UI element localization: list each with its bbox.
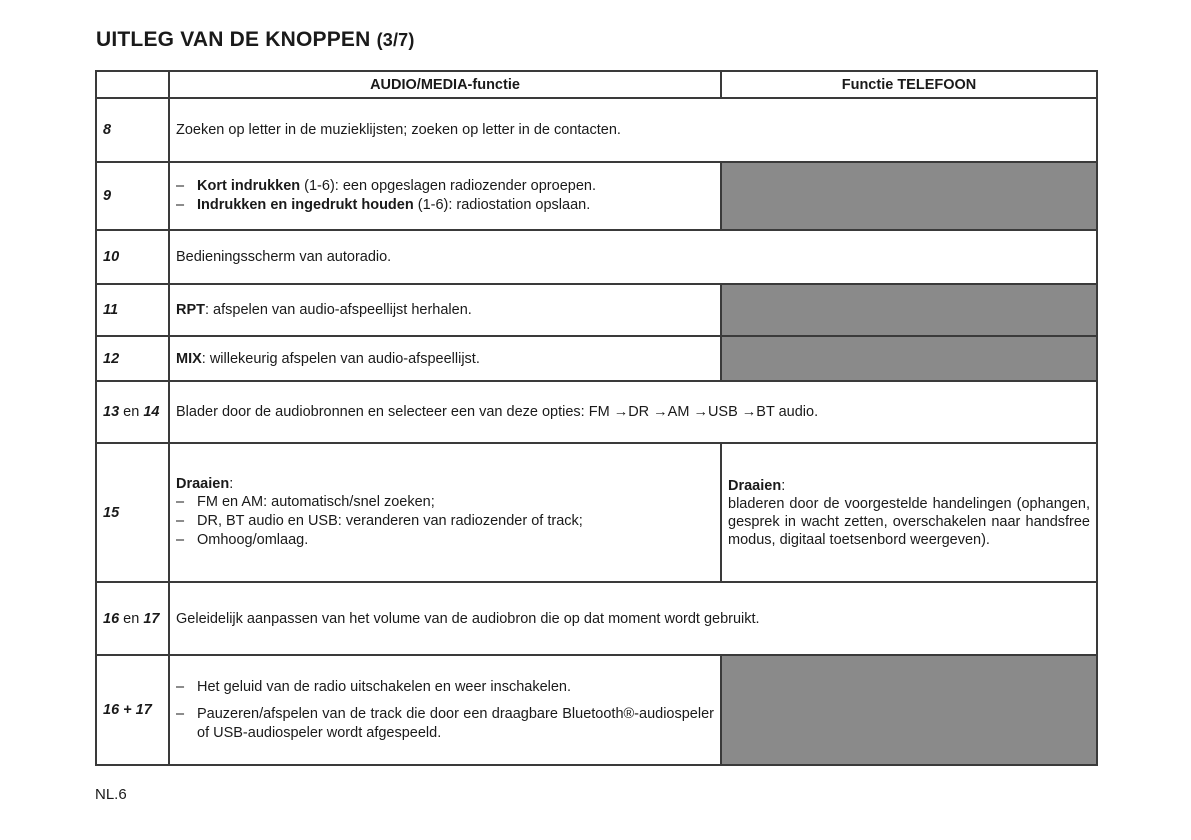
- row-number: 10: [96, 230, 169, 284]
- table-row: [96, 284, 1097, 336]
- row-number: 11: [96, 284, 169, 336]
- table-row: [96, 162, 1097, 230]
- title-text: UITLEG VAN DE KNOPPEN: [96, 28, 371, 51]
- row-number: 16 + 17: [96, 655, 169, 765]
- list-item: – Het geluid van de radio uitschakelen en weer inschakelen.: [176, 678, 572, 695]
- table-row: [96, 98, 1097, 162]
- row-description: [169, 162, 721, 230]
- page-number: NL.6: [95, 786, 127, 803]
- row-number: 12: [96, 336, 169, 381]
- list-item: – Indrukken en ingedrukt houden (1-6): radiostation opslaan.: [176, 197, 591, 213]
- list-item: – Omhoog/omlaag.: [176, 532, 309, 548]
- header-empty-cell: [96, 71, 169, 98]
- row-description: Blader door de audiobronnen en selecteer een van deze opties: FM →DR →AM →USB →BT audio.: [169, 381, 1097, 443]
- list-item: – DR, BT audio en USB: veranderen van radiozender of track;: [176, 513, 583, 529]
- row-description: MIX: willekeurig afspelen van audio-afspeellijst.: [169, 336, 721, 381]
- table-row: [96, 443, 1097, 582]
- row-number: 8: [96, 98, 169, 162]
- not-applicable-cell: [721, 336, 1097, 381]
- header-audio: AUDIO/MEDIA-functie: [169, 71, 721, 98]
- row-description: Zoeken op letter in de muzieklijsten; zoeken op letter in de contacten.: [169, 98, 1097, 162]
- table-row: [96, 230, 1097, 284]
- list-item: – FM en AM: automatisch/snel zoeken;: [176, 494, 435, 510]
- title-part-indicator: (3/7): [376, 30, 415, 50]
- header-phone: Functie TELEFOON: [721, 71, 1097, 98]
- row-description: [169, 655, 721, 765]
- table-row: [96, 655, 1097, 765]
- buttons-table: [95, 70, 1098, 766]
- row-description: Bedieningsscherm van autoradio.: [169, 230, 1097, 284]
- not-applicable-cell: [721, 284, 1097, 336]
- not-applicable-cell: [721, 162, 1097, 230]
- list-item: – Kort indrukken (1-6): een opgeslagen radiozender oproepen.: [176, 178, 596, 194]
- table-row: [96, 582, 1097, 655]
- row-number: 9: [96, 162, 169, 230]
- row-number: 15: [96, 443, 169, 582]
- table-row: [96, 336, 1097, 381]
- row-number: 16 en 17: [96, 582, 169, 655]
- row-description: RPT: afspelen van audio-afspeellijst herhalen.: [169, 284, 721, 336]
- phone-description: Draaien: bladeren door de voorgestelde handelingen (ophangen, gesprek in wacht zetten, overschakelen naar handsfree modus, digitaal toetsenbord weergeven).: [721, 443, 1097, 582]
- table-row: [96, 381, 1097, 443]
- table-header-row: [96, 71, 1097, 98]
- row-description: Geleidelijk aanpassen van het volume van de audiobron die op dat moment wordt gebruikt.: [169, 582, 1097, 655]
- row-number: 13 en 14: [96, 381, 169, 443]
- page-title: [96, 28, 415, 52]
- list-item: – Pauzeren/afspelen van de track die door een draagbare Bluetooth®-audiospeler of USB-audiospeler wordt afgespeeld.: [176, 705, 714, 741]
- row-description: Draaien: – FM en AM: automatisch/snel zoeken; – DR, BT audio en USB: veranderen van radiozender of track; – Omhoog/omlaag.: [169, 443, 721, 582]
- not-applicable-cell: [721, 655, 1097, 765]
